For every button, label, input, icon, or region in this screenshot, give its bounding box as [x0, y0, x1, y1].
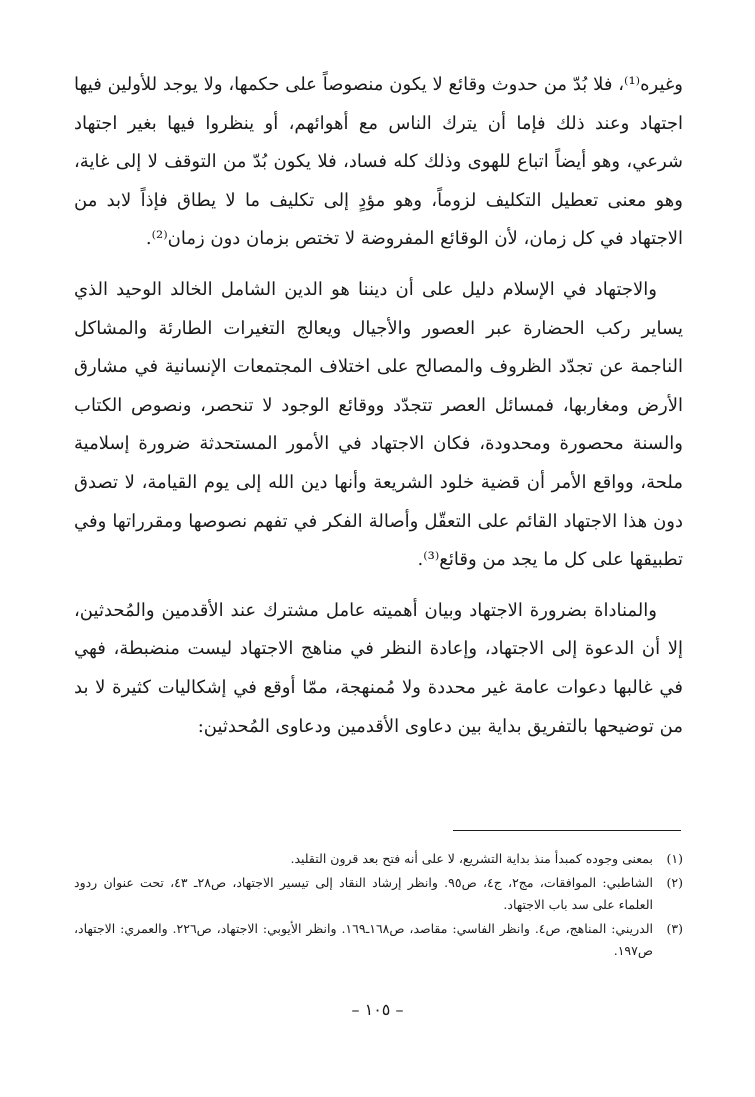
- footnote-text: الشاطبي: الموافقات، مج٢، ج٤، ص٩٥. وانظر إرشاد النقاد إلى تيسير الاجتهاد، ص٢٨ـ ٤٣، تحت عنوان ردود العلماء على سد باب الاجتهاد.: [74, 875, 653, 912]
- footnote-3: [74, 918, 683, 962]
- paragraph-2: والاجتهاد في الإسلام دليل على أن ديننا هو الدين الشامل الخالد الوحيد الذي يساير ركب الحضارة عبر العصور والأجيال ويعالج التغيرات الطارئة والمشاكل الناجمة عن تجدّد الظروف والمصالح على اختلاف المجتمعات الإنسانية في مشارق الأرض ومغاربها، فمسائل العصر تتجدّد ووقائع الوجود لا تنحصر، ونصوص الكتاب والسنة محصورة ومحدودة، فكان الاجتهاد في الأمور المستحدثة ضرورة إسلامية ملحة، وواقع الأمر أن قضية خلود الشريعة وأنها دين الله إلى يوم القيامة، لا تصدق دون هذا الاجتهاد القائم على التعقّل وأصالة الفكر في تفهم نصوصها ومقرراتها وفي تطبيقها على كل ما يجد من وقائع⁽³⁾.: [74, 278, 683, 571]
- footnote-number: (٣): [666, 921, 683, 936]
- page-number: – ١٠٥ –: [351, 1000, 404, 1019]
- footnote-text: بمعنى وجوده كمبدأ منذ بداية التشريع، لا على أنه فتح بعد قرون التقليد.: [290, 851, 653, 866]
- footnotes: [74, 848, 683, 964]
- main-text: [74, 66, 683, 746]
- footnote-number: (٢): [666, 875, 683, 890]
- footnote-number: (١): [666, 851, 683, 866]
- footnote-2: [74, 872, 683, 916]
- footnote-separator: [453, 830, 681, 831]
- paragraph-1: وغيره⁽¹⁾، فلا بُدّ من حدوث وقائع لا يكون منصوصاً على حكمها، ولا يوجد للأولين فيها اجتهاد وعند ذلك فإما أن يترك الناس مع أهوائهم، أو ينظروا فيها بغير اجتهاد شرعي، وهو أيضاً اتباع للهوى وذلك كله فساد، فلا يكون بُدّ من التوقف لا إلى غاية، وهو معنى تعطيل التكليف لزوماً، وهو مؤدٍ إلى تكليف ما لا يطاق فإذاً لابد من الاجتهاد في كل زمان، لأن الوقائع المفروضة لا تختص بزمان دون زمان⁽²⁾.: [74, 74, 683, 250]
- paragraph-3: والمناداة بضرورة الاجتهاد وبيان أهميته عامل مشترك عند الأقدمين والمُحدثين، إلا أن الدعوة إلى الاجتهاد، وإعادة النظر في مناهج الاجتهاد ليست منضبطة، فهي في غالبها دعوات عامة غير محددة ولا مُمنهجة، ممّا أوقع في إشكاليات كثيرة لا بد من توضيحها بالتفريق بداية بين دعاوى الأقدمين ودعاوى المُحدثين:: [74, 599, 683, 737]
- footnote-text: الدريني: المناهج، ص٤. وانظر الفاسي: مقاصد، ص١٦٨ـ١٦٩. وانظر الأيوبي: الاجتهاد، ص٢٢٦. والعمري: الاجتهاد، ص١٩٧.: [74, 921, 653, 958]
- footnote-1: [74, 848, 683, 870]
